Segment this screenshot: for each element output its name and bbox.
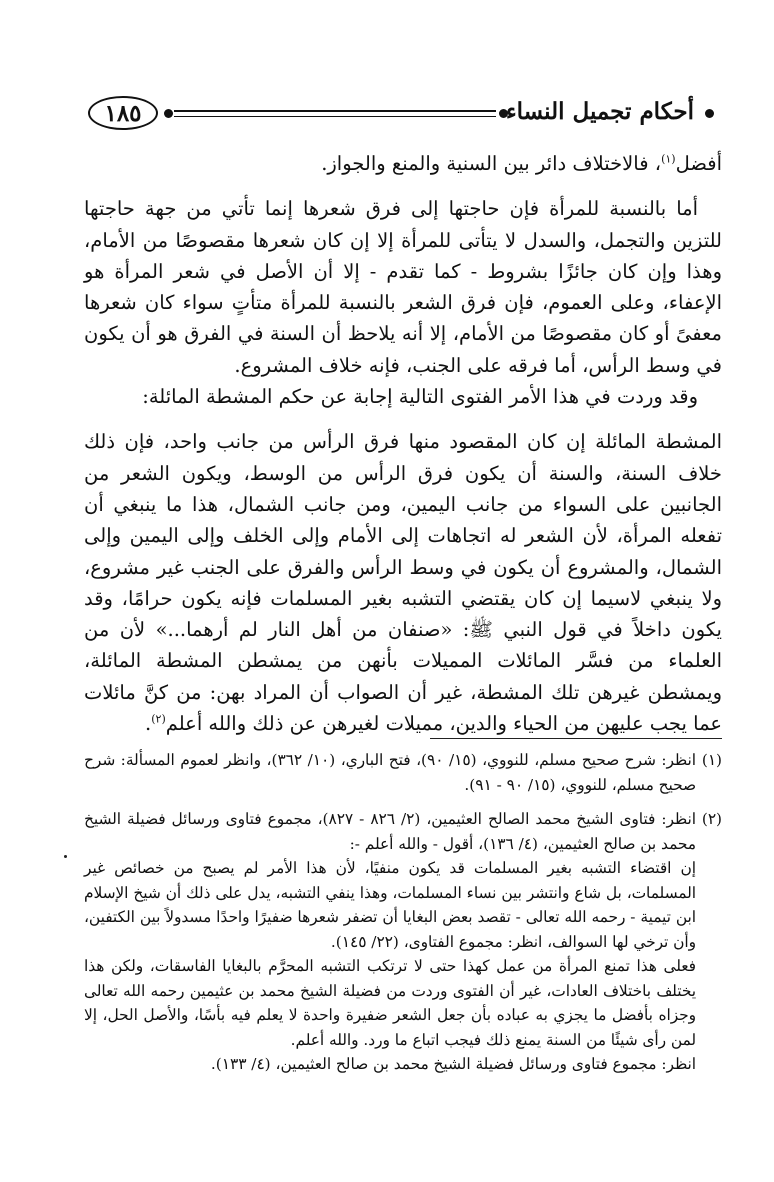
footnote-text: انظر: مجموع فتاوى ورسائل فضيلة الشيخ محمد بن صالح العثيمين، (٤/ ١٣٣). [210,1055,696,1073]
footnote-text: فعلى هذا تمنع المرأة من عمل كهذا حتى لا ترتكب التشبه المحرَّم بالبغايا الفاسقات، ولكن هذا يختلف باختلاف العادات، غير أن الفتوى وردت من فضيلة الشيخ محمد بن عثيمين رحمه الله تعالى وجزاه بأفضل ما يجزي به عباده بأن جعل الشعر ضفيرة واحدة لا يعلم فيه بأسًا، والأصل الحل، إلا لمن رأى شيئًا من السنة يمنع ذلك فيجب اتباع ما ورد. والله أعلم. [84,957,696,1049]
page-number: ١٨٥ [88,96,158,130]
footnotes [84,748,722,1077]
body-paragraph-1: أفضل$^{(١)}$، فالاختلاف دائر بين السنية والمنع والجواز. [321,152,722,175]
footnote-body [84,807,696,1077]
header-rule [174,110,496,117]
header-dot-left [164,109,173,118]
running-header [88,94,714,138]
footnote-1 [84,748,722,797]
footnote-text: انظر: فتاوى الشيخ محمد الصالح العثيمين، (٢/ ٨٢٦ - ٨٢٧)، مجموع فتاوى ورسائل فضيلة الشيخ محمد بن صالح العثيمين، (٤/ ١٣٦)، أقول - والله أعلم -: [84,810,696,853]
footnote-2 [84,807,722,1077]
body-paragraph-2: أما بالنسبة للمرأة فإن حاجتها إلى فرق شعرها إنما تأتي من جهة حاجتها للتزين والتجمل، والسدل لا يتأتى للمرأة إلا إن كان شعرها مقصوصًا من الأمام، وهذا وإن كان جائزًا بشروط - كما تقدم - إلا أن الأصل في شعر المرأة هو الإعفاء، وعلى العموم، فإن فرق الشعر بالنسبة للمرأة متأتٍ سواء كان شعرها معفىً أو كان مقصوصًا من الأمام، إلا أنه يلاحظ أن السنة في الفرق هو أن يكون في وسط الرأس، أما فرقه على الجنب، فإنه خلاف المشروع. [84,197,722,377]
footnote-body [84,748,696,797]
footnote-text: إن اقتضاء التشبه بغير المسلمات قد يكون منفيًا، لأن هذا الأمر لم يصبح من خصائص غير المسلمات، بل شاع وانتشر بين نساء المسلمات، وهذا ينفي التشبه، يدل على ذلك أن شيخ الإسلام ابن تيمية - رحمه الله تعالى - تقصد بعض البغايا أن تضفر شعرها ضفيرًا واحدًا مسدولاً بين الكتفين، وأن ترخي لها السوالف، انظر: مجموع الفتاوى، (٢٢/ ١٤٥). [84,859,696,951]
footnote-separator [430,738,722,739]
running-title: أحكام تجميل النساء [505,98,694,125]
footnote-mark: (١) [701,751,722,769]
footnote-mark: (٢) [701,810,722,828]
body-paragraph-3: وقد وردت في هذا الأمر الفتوى التالية إجابة عن حكم المشطة المائلة: [142,385,698,409]
main-text [84,148,722,739]
header-dot-right [705,109,714,118]
print-speck [64,855,67,858]
footnote-text: انظر: شرح صحيح مسلم، للنووي، (١٥/ ٩٠)، فتح الباري، (١٠/ ٣٦٢)، وانظر لعموم المسألة: شرح صحيح مسلم، للنووي، (١٥/ ٩٠ - ٩١). [84,751,696,794]
fatwa-quote-paragraph: المشطة المائلة إن كان المقصود منها فرق الرأس من جانب واحد، فإن ذلك خلاف السنة، والسنة أن يكون فرق الرأس من الوسط، ويكون الشعر من الجانبين على السواء من جانب اليمين، ومن جانب الشمال، هذا ما ينبغي أن تفعله المرأة، لأن الشعر له اتجاهات إلى الأمام وإلى الخلف وإلى اليمين وإلى الشمال، والمشروع أن يكون في وسط الرأس والفرق على الجنب غير مشروع، ولا ينبغي لاسيما إن كان يقتضي التشبه بغير المسلمات فإنه يكون حرامًا، وقد يكون داخلاً في قول النبي ﷺ: «صنفان من أهل النار لم أرهما...» لأن من العلماء من فسَّر المائلات المميلات بأنهن من يمشطن المشطة المائلة، ويمشطن غيرهن تلك المشطة، غير أن الصواب أن المراد بهن: من كنَّ مائلات عما يجب عليهن من الحياء والدين، مميلات لغيرهن عن ذلك والله أعلم$^{(٢)}$. [84,430,722,736]
